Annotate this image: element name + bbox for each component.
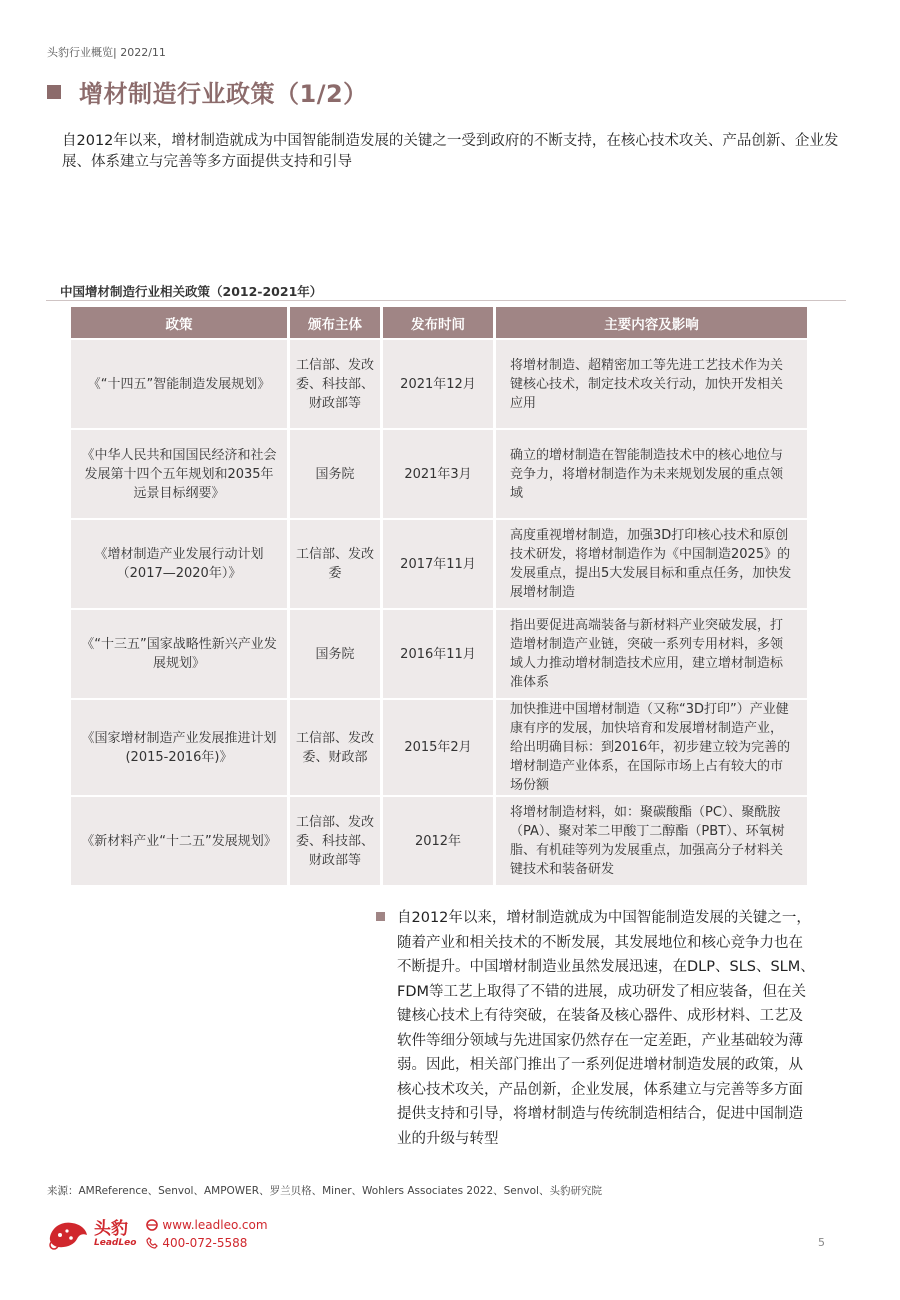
phone-number: 400-072-5588 <box>162 1236 248 1250</box>
policy-content: 指出要促进高端装备与新材料产业突破发展，打造增材制造产业链，突破一系列专用材料，多领域人力推动增材制造技术应用，建立增材制造标准体系 <box>496 610 807 698</box>
phone-row <box>146 1234 267 1252</box>
footer-brand <box>46 1216 268 1252</box>
table-row <box>71 430 807 518</box>
intro-paragraph: 自2012年以来，增材制造就成为中国智能制造发展的关键之一受到政府的不断支持，在核心技术攻关、产品创新、企业发展、体系建立与完善等多方面提供支持和引导 <box>62 133 839 170</box>
policy-name: 《“十三五”国家战略性新兴产业发展规划》 <box>71 610 287 698</box>
policy-issuer: 工信部、发改委、财政部 <box>290 700 380 795</box>
analysis-text: 自2012年以来，增材制造就成为中国智能制造发展的关键之一，随着产业和相关技术的不断发展，其发展地位和核心竞争力也在不断提升。中国增材制造业虽然发展迅速，在DLP、SLS、SLM、FDM等工艺上取得了不错的进展，成功研发了相应装备，但在关键核心技术上有待突破，在装备及核心器件、成形材料、工艺及软件等细分领域与先进国家仍然存在一定差距，产业基础较为薄弱。因此，相关部门推出了一系列促进增材制造发展的政策，从核心技术攻关，产品创新，企业发展，体系建立与完善等多方面提供支持和引导，将增材制造与传统制造相结合，促进中国制造业的升级与转型 <box>397 910 815 1147</box>
website-row <box>146 1216 267 1234</box>
logo-chinese: 头豹 <box>94 1219 128 1239</box>
title-square-icon <box>47 85 61 99</box>
policy-issuer: 工信部、发改委、科技部、财政部等 <box>290 797 380 885</box>
policy-content: 确立的增材制造在智能制造技术中的核心地位与竞争力，将增材制造作为未来规划发展的重点领域 <box>496 430 807 518</box>
header-issuer: 颁布主体 <box>290 307 380 338</box>
policy-date: 2021年3月 <box>383 430 493 518</box>
policy-table <box>68 305 810 887</box>
table-row <box>71 610 807 698</box>
policy-date: 2017年11月 <box>383 520 493 608</box>
website-link[interactable]: www.leadleo.com <box>162 1218 268 1232</box>
policy-issuer: 工信部、发改委 <box>290 520 380 608</box>
caption-divider <box>46 300 846 301</box>
table-row <box>71 340 807 428</box>
policy-content: 将增材制造材料，如：聚碳酸酯（PC）、聚酰胺（PA）、聚对苯二甲酸丁二醇酯（PBT）、环氧树脂、有机硅等列为发展重点，加强高分子材料关键技术和装备研发 <box>496 797 807 885</box>
table-row <box>71 520 807 608</box>
policy-content: 高度重视增材制造，加强3D打印核心技术和原创技术研发，将增材制造作为《中国制造2025》的发展重点，提出5大发展目标和重点任务，加快发展增材制造 <box>496 520 807 608</box>
page-title: 增材制造行业政策（1/2） <box>79 80 368 108</box>
page-number: 5 <box>818 1236 825 1249</box>
source-note: 来源：AMReference、Senvol、AMPOWER、罗兰贝格、Miner、Wohlers Associates 2022、Senvol、头豹研究院 <box>47 1185 602 1197</box>
policy-date: 2015年2月 <box>383 700 493 795</box>
policy-name: 《增材制造产业发展行动计划（2017—2020年）》 <box>71 520 287 608</box>
contact-info <box>146 1216 267 1252</box>
policy-issuer: 国务院 <box>290 430 380 518</box>
policy-name: 《中华人民共和国国民经济和社会发展第十四个五年规划和2035年远景目标纲要》 <box>71 430 287 518</box>
policy-date: 2016年11月 <box>383 610 493 698</box>
policy-content: 加快推进中国增材制造（又称“3D打印”）产业健康有序的发展，加快培育和发展增材制造产业，给出明确目标：到2016年，初步建立较为完善的增材制造产业体系，在国际市场上占有较大的市场份额 <box>496 700 807 795</box>
phone-icon <box>146 1237 158 1249</box>
bullet-square-icon <box>376 912 385 921</box>
policy-issuer: 国务院 <box>290 610 380 698</box>
header-content: 主要内容及影响 <box>496 307 807 338</box>
report-header: 头豹行业概览| 2022/11 <box>47 46 166 59</box>
leopard-logo-icon <box>46 1217 90 1251</box>
policy-date: 2012年 <box>383 797 493 885</box>
table-header-row <box>71 307 807 338</box>
policy-name: 《“十四五”智能制造发展规划》 <box>71 340 287 428</box>
logo-words <box>94 1220 136 1248</box>
logo-english: LeadLeo <box>94 1238 137 1248</box>
policy-name: 《国家增材制造产业发展推进计划(2015-2016年)》 <box>71 700 287 795</box>
table-caption: 中国增材制造行业相关政策（2012-2021年） <box>60 284 323 299</box>
policy-content: 将增材制造、超精密加工等先进工艺技术作为关键核心技术，制定技术攻关行动，加快开发相关应用 <box>496 340 807 428</box>
table-row <box>71 700 807 795</box>
web-icon <box>146 1219 158 1231</box>
table-row <box>71 797 807 885</box>
header-policy: 政策 <box>71 307 287 338</box>
analysis-bullet <box>376 906 816 1151</box>
header-date: 发布时间 <box>383 307 493 338</box>
policy-name: 《新材料产业“十二五”发展规划》 <box>71 797 287 885</box>
page-title-row <box>47 74 368 109</box>
policy-date: 2021年12月 <box>383 340 493 428</box>
policy-issuer: 工信部、发改委、科技部、财政部等 <box>290 340 380 428</box>
